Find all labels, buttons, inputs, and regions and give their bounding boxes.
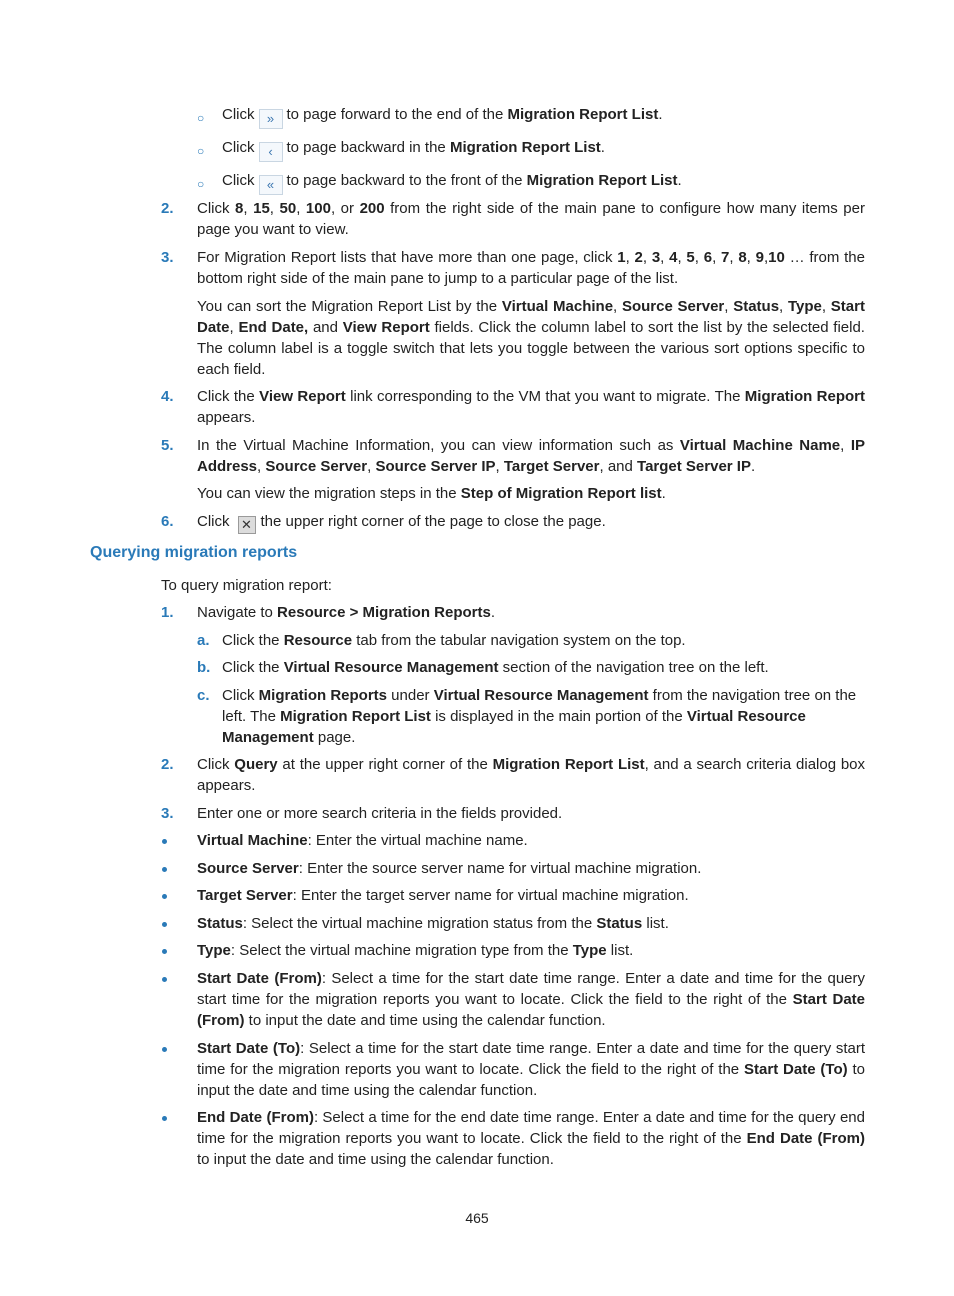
bullet-dot	[162, 922, 167, 927]
substep-letter: c.	[197, 687, 210, 704]
step-number: 6.	[161, 513, 174, 530]
query-step-3: Enter one or more search criteria in the fields provided.	[197, 805, 563, 822]
migration-steps-note: You can view the migration steps in the Step of Migration Report list.	[197, 485, 666, 502]
step-number: 4.	[161, 388, 174, 405]
step-number: 3.	[161, 249, 174, 266]
sub-item-back: Click ‹ to page backward in the Migration Report List.	[222, 137, 605, 162]
left-arrow-icon: ‹	[259, 142, 283, 162]
step-number: 1.	[161, 604, 174, 621]
close-x-icon: ✕	[238, 516, 256, 534]
criteria-item: Type: Select the virtual machine migration type from the Type list.	[197, 942, 634, 959]
criteria-item: Virtual Machine: Enter the virtual machine name.	[197, 832, 528, 849]
step-number: 5.	[161, 437, 174, 454]
step-2-text: Click 8, 15, 50, 100, or 200 from the right side of the main pane to configure how many items per page you want to view.	[197, 200, 865, 238]
query-substep-c: Click Migration Reports under Virtual Resource Management from the navigation tree on the left. The Migration Report List is displayed in the main portion of the Virtual Resource Management page.	[222, 687, 857, 746]
step-6-text: Click ✕ the upper right corner of the page to close the page.	[197, 513, 606, 532]
bullet-dot	[162, 867, 167, 872]
step-3-text: For Migration Report lists that have more than one page, click 1, 2, 3, 4, 5, 6, 7, 8, 9,10 … from the bottom right side of the main pane to jump to a particular page of the list.	[197, 249, 865, 287]
query-substep-b: Click the Virtual Resource Management section of the navigation tree on the left.	[222, 659, 769, 676]
criteria-item: Target Server: Enter the target server name for virtual machine migration.	[197, 887, 689, 904]
query-step-2: Click Query at the upper right corner of the Migration Report List, and a search criteria dialog box appears.	[197, 756, 866, 794]
substep-letter: a.	[197, 632, 210, 649]
step-4-text: Click the View Report link corresponding to the VM that you want to migrate. The Migration Report appears.	[197, 388, 865, 426]
sub-bullet: ○	[197, 144, 205, 158]
step-number: 2.	[161, 200, 174, 217]
criteria-item: Status: Select the virtual machine migration status from the Status list.	[197, 915, 669, 932]
double-left-arrow-icon: «	[259, 175, 283, 195]
sub-bullet: ○	[197, 177, 205, 191]
query-substep-a: Click the Resource tab from the tabular navigation system on the top.	[222, 632, 686, 649]
double-right-arrow-icon: »	[259, 109, 283, 129]
criteria-item: Start Date (To): Select a time for the start date time range. Enter a date and time for the query start time for the migration reports you want to locate. Click the field to the right of the Start Date (To) to input the date and time using the calendar function.	[197, 1040, 865, 1099]
section-heading: Querying migration reports	[90, 544, 298, 561]
sub-bullet: ○	[197, 111, 205, 125]
criteria-item: End Date (From): Select a time for the end date time range. Enter a date and time for the query end time for the migration reports you want to locate. Click the field to the right of the End Date (From) to input the date and time using the calendar function.	[197, 1109, 865, 1168]
intro-text: To query migration report:	[161, 577, 332, 594]
bullet-dot	[162, 1047, 167, 1052]
step-number: 2.	[161, 756, 174, 773]
bullet-dot	[162, 839, 167, 844]
step-5-text: In the Virtual Machine Information, you can view information such as Virtual Machine Name, IP Address, Source Server, Source Server IP, Target Server, and Target Server IP.	[197, 437, 865, 475]
criteria-item: Start Date (From): Select a time for the start date time range. Enter a date and time for the query start time for the migration reports you want to locate. Click the field to the right of the Start Date (From) to input the date and time using the calendar function.	[197, 970, 866, 1029]
substep-letter: b.	[197, 659, 211, 676]
bullet-dot	[162, 977, 167, 982]
page-number: 465	[465, 1210, 489, 1226]
bullet-dot	[162, 949, 167, 954]
query-step-1: Navigate to Resource > Migration Reports.	[197, 604, 496, 621]
sub-item-forward-end: Click » to page forward to the end of the Migration Report List.	[222, 104, 663, 129]
step-number: 3.	[161, 805, 174, 822]
bullet-dot	[162, 1116, 167, 1121]
sort-paragraph: You can sort the Migration Report List by the Virtual Machine, Source Server, Status, Type, Start Date, End Date, and View Report fields. Click the column label to sort the list by the selected field. The column label is a toggle switch that lets you toggle between the various sort options specific to each field.	[197, 298, 865, 378]
bullet-dot	[162, 894, 167, 899]
sub-item-back-front: Click « to page backward to the front of the Migration Report List.	[222, 170, 682, 195]
criteria-item: Source Server: Enter the source server name for virtual machine migration.	[197, 860, 702, 877]
